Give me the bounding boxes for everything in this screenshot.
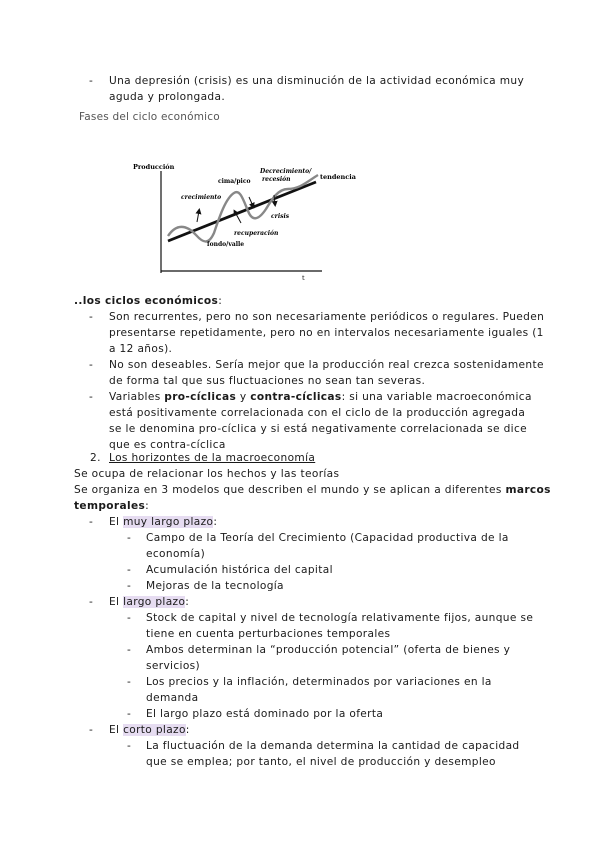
very-long-post: : xyxy=(213,516,218,528)
very-long-pre: El xyxy=(109,516,124,528)
very-long-highlight: muy largo plazo xyxy=(123,516,214,528)
bullet-dash: - xyxy=(127,580,131,592)
cycles-bullet-1-line-2: presentarse repetidamente, pero no en intervalos necesariamente iguales (1 xyxy=(109,327,544,339)
bullet-dash: - xyxy=(127,564,131,576)
growth-label: crecimiento xyxy=(181,194,222,201)
cycles-bullet-1-line-3: a 12 años). xyxy=(109,343,173,355)
very-long-sub-3: Mejoras de la tecnología xyxy=(146,580,284,592)
cycles-bullet-1-line-1: Son recurrentes, pero no son necesariamente periódicos o regulares. Pueden xyxy=(109,311,545,323)
cycles-heading-row xyxy=(74,293,222,309)
cycles-bullet-3-line-1 xyxy=(109,389,532,405)
bullet-dash: - xyxy=(89,359,93,371)
bullet-dash: - xyxy=(89,596,93,608)
trough-label: fondo/valle xyxy=(207,241,245,248)
long-sub-3-line-1: Los precios y la inflación, determinados por variaciones en la xyxy=(146,676,492,688)
section-paragraph-2-line-2 xyxy=(74,498,149,514)
long-sub-4: El largo plazo está dominado por la oferta xyxy=(146,708,384,720)
long-post: : xyxy=(185,596,190,608)
trend-label: tendencia xyxy=(320,173,356,181)
bullet-dash: - xyxy=(89,391,93,403)
bullet-dash: - xyxy=(89,311,93,323)
b3-pre: Variables xyxy=(109,391,165,403)
peak-label: cima/pico xyxy=(218,178,251,185)
bullet-dash: - xyxy=(127,708,131,720)
decline-label-1: Decrecimiento/ xyxy=(260,168,312,175)
long-sub-1-line-1: Stock de capital y nivel de tecnología relativamente fijos, aunque se xyxy=(146,612,534,624)
section-title: Los horizontes de la macroeconomía xyxy=(109,452,316,464)
cycles-bullet-3-line-3: se le denomina pro-cíclica y si está negativamente correlacionada se dice xyxy=(109,423,527,435)
very-long-sub-1-line-1: Campo de la Teoría del Crecimiento (Capacidad productiva de la xyxy=(146,532,509,544)
arrow-decline xyxy=(249,197,253,206)
y-axis-label: Producción xyxy=(133,163,175,171)
long-sub-3-line-2: demanda xyxy=(146,692,199,704)
section-paragraph-2 xyxy=(74,482,551,498)
p2-end: : xyxy=(145,500,150,512)
cycles-heading-colon: : xyxy=(218,295,223,307)
cycles-bullet-3-line-2: está positivamente correlacionada con el ciclo de la producción agregada xyxy=(109,407,526,419)
section-paragraph-1: Se ocupa de relacionar los hechos y las teorías xyxy=(74,468,340,480)
p2-bold-marcos: marcos xyxy=(505,484,551,496)
bullet-dash: - xyxy=(127,740,131,752)
very-long-sub-2: Acumulación histórica del capital xyxy=(146,564,333,576)
long-sub-2-line-1: Ambos determinan la “producción potencial” (oferta de bienes y xyxy=(146,644,511,656)
crisis-label: crisis xyxy=(271,213,290,220)
business-cycle-figure xyxy=(130,155,360,280)
long-pre: El xyxy=(109,596,124,608)
bullet-dash: - xyxy=(127,532,131,544)
cycles-bullet-2-line-1: No son deseables. Sería mejor que la producción real crezca sostenidamente xyxy=(109,359,544,371)
section-number: 2. xyxy=(90,452,101,464)
bullet-dash: - xyxy=(127,676,131,688)
x-axis-label: t xyxy=(302,274,305,280)
bullet-dash: - xyxy=(89,724,93,736)
cycles-heading: ..los ciclos económicos xyxy=(74,295,219,307)
bullet-dash: - xyxy=(89,516,93,528)
bullet-dash: - xyxy=(127,612,131,624)
intro-bullet-line-1: Una depresión (crisis) es una disminución de la actividad económica muy xyxy=(109,75,525,87)
p2-text: Se organiza en 3 modelos que describen el mundo y se aplican a diferentes xyxy=(74,484,506,496)
recovery-label: recuperación xyxy=(234,230,279,237)
b3-and: y xyxy=(236,391,251,403)
b3-contra-ciclicas: contra-cíclicas xyxy=(250,391,342,403)
bullet-dash: - xyxy=(89,75,93,87)
long-term-item xyxy=(109,594,189,610)
cycles-bullet-2-line-2: de forma tal que sus fluctuaciones no sean tan severas. xyxy=(109,375,426,387)
bullet-dash: - xyxy=(127,644,131,656)
very-long-term-item xyxy=(109,514,217,530)
very-long-sub-1-line-2: economía) xyxy=(146,548,206,560)
b3-rest: : si una variable macroeconómica xyxy=(341,391,532,403)
intro-bullet-line-2: aguda y prolongada. xyxy=(109,91,226,103)
arrow-growth xyxy=(197,211,199,222)
short-highlight: corto plazo xyxy=(123,724,186,736)
cycles-bullet-3-line-4: que es contra-cíclica xyxy=(109,439,226,451)
figure-caption: Fases del ciclo económico xyxy=(79,111,220,123)
short-term-item xyxy=(109,722,190,738)
p2-bold-temporales: temporales xyxy=(74,500,146,512)
short-sub-1-line-1: La fluctuación de la demanda determina la cantidad de capacidad xyxy=(146,740,520,752)
b3-pro-ciclicas: pro-cíclicas xyxy=(164,391,237,403)
short-pre: El xyxy=(109,724,124,736)
decline-label-2: recesión xyxy=(262,176,291,183)
short-post: : xyxy=(185,724,190,736)
long-sub-1-line-2: tiene en cuenta perturbaciones temporales xyxy=(146,628,391,640)
long-sub-2-line-2: servicios) xyxy=(146,660,201,672)
long-highlight: largo plazo xyxy=(123,596,186,608)
short-sub-1-line-2: que se emplea; por tanto, el nivel de producción y desempleo xyxy=(146,756,496,768)
